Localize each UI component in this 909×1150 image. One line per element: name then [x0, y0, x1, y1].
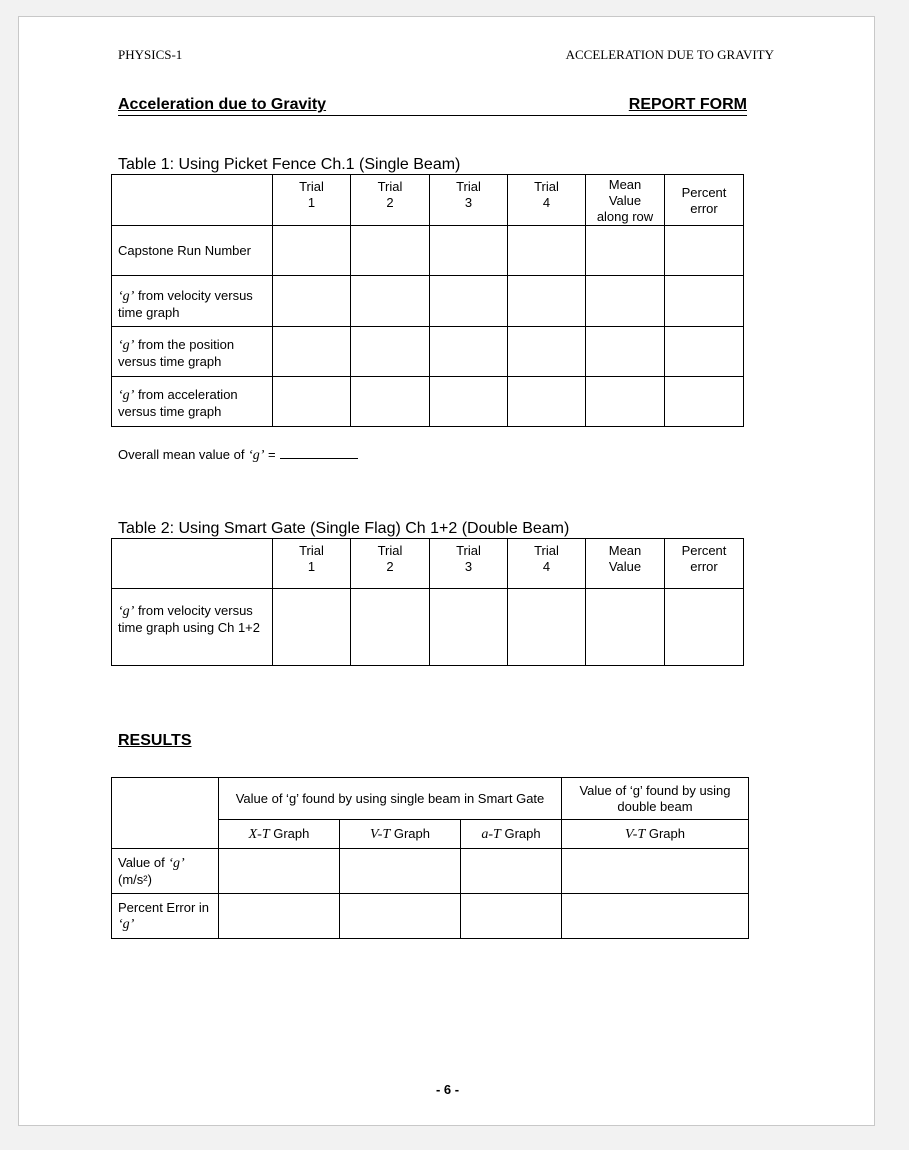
doc-title: Acceleration due to Gravity — [118, 96, 327, 113]
table-cell — [273, 226, 351, 276]
table-cell — [351, 276, 430, 327]
table1-header-trial2: Trial 2 — [351, 175, 430, 226]
table-cell — [219, 894, 340, 939]
table-cell — [508, 327, 586, 377]
table1-header-percent: Percent error — [665, 175, 744, 226]
table1-header-trial3: Trial 3 — [430, 175, 508, 226]
title-row — [118, 95, 747, 116]
row-label-g-velocity-ch12: ‘g’ from velocity versus time graph using Ch 1+2 — [112, 589, 273, 666]
table2-header-percent: Percent error — [665, 539, 744, 589]
table-cell — [586, 226, 665, 276]
table-row — [112, 589, 744, 666]
table-cell — [665, 327, 744, 377]
table-row — [112, 894, 749, 939]
table2-header-mean: Mean Value — [586, 539, 665, 589]
table1-caption: Table 1: Using Picket Fence Ch.1 (Single Beam) — [118, 156, 461, 173]
table-cell — [340, 849, 461, 894]
table-cell — [112, 175, 273, 226]
table-cell — [508, 226, 586, 276]
table-cell — [351, 589, 430, 666]
table-cell — [665, 589, 744, 666]
table-cell — [273, 377, 351, 427]
table2-header-trial3: Trial 3 — [430, 539, 508, 589]
xt-graph-header: X-T Graph — [219, 820, 340, 849]
table-cell — [562, 849, 749, 894]
table-cell — [562, 894, 749, 939]
table2 — [111, 538, 744, 666]
at-graph-header: a-T Graph — [461, 820, 562, 849]
table1-header-mean: Mean Value along row — [586, 175, 665, 226]
table-cell — [665, 377, 744, 427]
table-cell — [586, 327, 665, 377]
table1-header-trial4: Trial 4 — [508, 175, 586, 226]
row-label-capstone-run: Capstone Run Number — [112, 226, 273, 276]
table-cell — [461, 894, 562, 939]
table2-header-trial4: Trial 4 — [508, 539, 586, 589]
row-label-g-position: ‘g’ from the position versus time graph — [112, 327, 273, 377]
header-topic: ACCELERATION DUE TO GRAVITY — [565, 47, 774, 62]
overall-mean-line: Overall mean value of ‘g’ = — [118, 447, 358, 464]
table-cell — [586, 377, 665, 427]
table2-header-row — [112, 539, 744, 589]
vt-graph-header: V-T Graph — [340, 820, 461, 849]
table-cell — [273, 276, 351, 327]
header-course: PHYSICS-1 — [118, 47, 183, 62]
table-row — [112, 276, 744, 327]
table-row — [112, 226, 744, 276]
table-cell — [508, 589, 586, 666]
table-cell — [586, 276, 665, 327]
single-beam-header: Value of ‘g’ found by using single beam in Smart Gate — [219, 778, 562, 820]
table-cell — [273, 327, 351, 377]
table-cell — [351, 377, 430, 427]
table-cell — [219, 849, 340, 894]
table-row — [112, 849, 749, 894]
report-form-label: REPORT FORM — [628, 96, 747, 113]
table-cell — [430, 226, 508, 276]
overall-mean-blank[interactable] — [280, 448, 358, 459]
table-cell — [340, 894, 461, 939]
table-cell — [430, 276, 508, 327]
table-row — [112, 377, 744, 427]
table-cell — [351, 226, 430, 276]
table-cell — [112, 539, 273, 589]
row-label-value-g: Value of ‘g’ (m/s²) — [112, 849, 219, 894]
table-cell — [112, 778, 219, 849]
table-cell — [273, 589, 351, 666]
table-cell — [665, 226, 744, 276]
table-cell — [351, 327, 430, 377]
table-cell — [508, 377, 586, 427]
table-cell — [430, 327, 508, 377]
table-cell — [665, 276, 744, 327]
page-number: - 6 - — [435, 1082, 460, 1097]
vt-graph-double-header: V-T Graph — [562, 820, 749, 849]
row-label-percent-error: Percent Error in ‘g’ — [112, 894, 219, 939]
table-cell — [586, 589, 665, 666]
table1-header-trial1: Trial 1 — [273, 175, 351, 226]
table1 — [111, 174, 744, 427]
table-cell — [430, 589, 508, 666]
table1-header-row — [112, 175, 744, 226]
results-heading: RESULTS — [118, 732, 192, 749]
table-cell — [461, 849, 562, 894]
table2-header-trial2: Trial 2 — [351, 539, 430, 589]
double-beam-header: Value of ‘g’ found by using double beam — [562, 778, 749, 820]
results-table — [111, 777, 749, 939]
row-label-g-velocity: ‘g’ from velocity versus time graph — [112, 276, 273, 327]
table-cell — [430, 377, 508, 427]
results-header-row — [112, 778, 749, 820]
table-row — [112, 327, 744, 377]
table-cell — [508, 276, 586, 327]
table2-header-trial1: Trial 1 — [273, 539, 351, 589]
row-label-g-acceleration: ‘g’ from acceleration versus time graph — [112, 377, 273, 427]
report-page — [18, 16, 875, 1126]
table2-caption: Table 2: Using Smart Gate (Single Flag) Ch 1+2 (Double Beam) — [118, 520, 570, 537]
